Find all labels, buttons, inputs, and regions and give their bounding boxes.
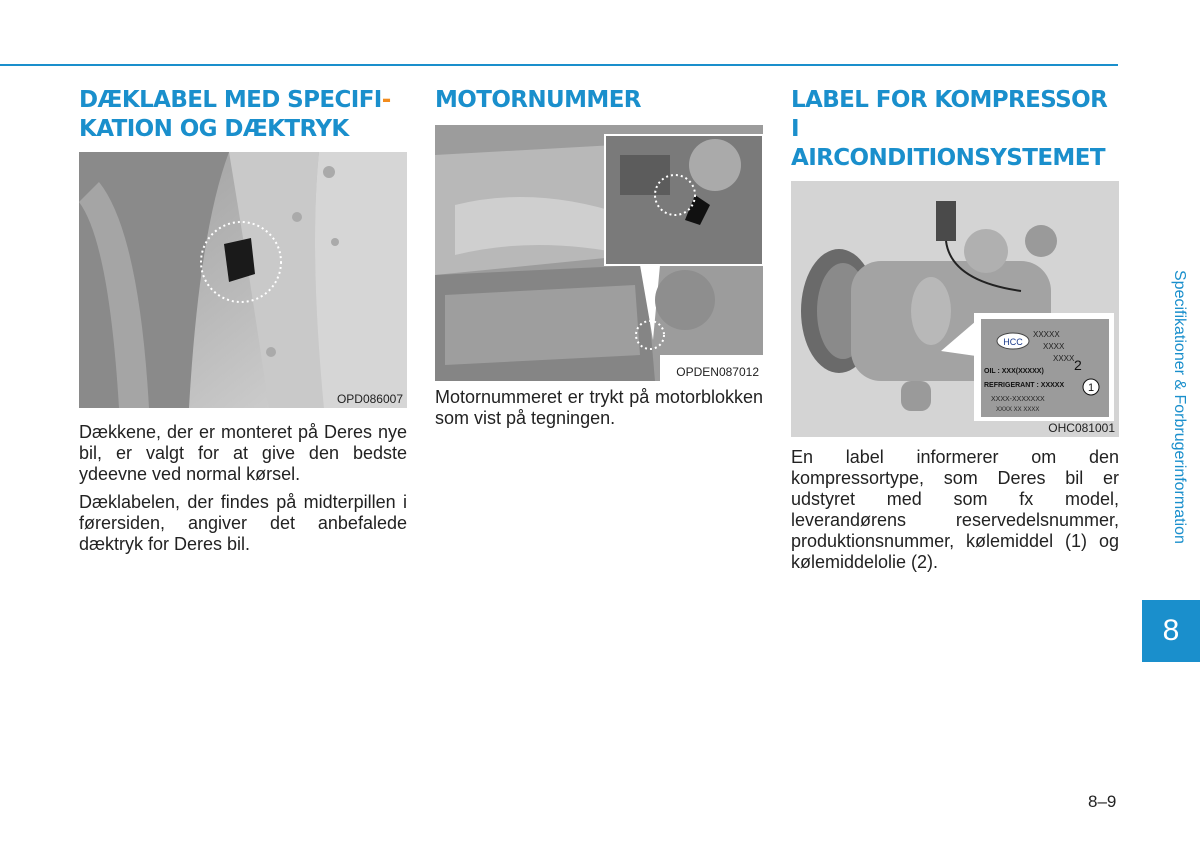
compressor-illustration	[791, 181, 1119, 437]
svg-text:OIL : XXX(XXXXX): OIL : XXX(XXXXX)	[984, 368, 1044, 375]
label-logo: HCC	[1003, 337, 1023, 347]
compressor-label-text	[791, 447, 1119, 573]
header-rule	[0, 64, 1118, 66]
tire-label-text	[79, 422, 407, 555]
callout-2: 2	[1074, 357, 1082, 373]
figure-code: OPD086007	[336, 392, 403, 406]
section-engine-number	[435, 86, 763, 436]
engine-number-text	[435, 387, 763, 429]
paragraph: Motornummeret er trykt på motorblokken som vist på tegningen.	[435, 387, 763, 428]
section-compressor-label	[791, 86, 1119, 580]
figure-door-pillar	[79, 152, 407, 408]
paragraph: Dæklabelen, der findes på midterpillen i førersiden, angiver det anbefalede dæktryk for Deres bil.	[79, 492, 407, 554]
section-title-tire-label: DÆKLABEL MED SPECIFI- KATION OG DÆKTRYK	[79, 87, 391, 142]
chapter-side-title: Specifikationer & Forbrugerinformation	[1171, 270, 1188, 544]
door-pillar-illustration	[79, 152, 407, 408]
section-tire-label	[79, 86, 407, 562]
callout-1: 1	[1087, 382, 1095, 394]
svg-text:XXXX: XXXX	[1043, 342, 1065, 351]
paragraph: Dækkene, der er monteret på Deres nye bil, er valgt for at give den bedste ydeevne ved normal kørsel.	[79, 422, 407, 484]
section-title-engine-number: MOTORNUMMER	[435, 87, 641, 113]
svg-text:REFRIGERANT : XXXXX: REFRIGERANT : XXXXX	[984, 382, 1065, 389]
figure-compressor	[791, 181, 1119, 437]
svg-text:XXXX: XXXX	[1053, 354, 1075, 363]
page-number: 8–9	[1088, 792, 1117, 811]
figure-code: OHC081001	[1048, 421, 1115, 435]
figure-code: OPDEN087012	[676, 365, 759, 379]
svg-text:XXXX-XXXXXXX: XXXX-XXXXXXX	[991, 396, 1045, 403]
engine-illustration	[435, 125, 763, 381]
svg-text:XXXXX: XXXXX	[1033, 330, 1060, 339]
chapter-tab: 8	[1142, 600, 1200, 662]
paragraph: En label informerer om den kompressortype, som Deres bil er udstyret med som fx model, leverandørens reservedelsnummer, produktionsnummer, kølemiddel (1) og kølemiddelolie (2).	[791, 447, 1119, 572]
svg-text:XXXX XX XXXX: XXXX XX XXXX	[996, 407, 1040, 413]
figure-engine	[435, 125, 763, 381]
section-title-compressor-label: LABEL FOR KOMPRESSOR I AIRCONDITIONSYSTEMET	[791, 87, 1108, 171]
